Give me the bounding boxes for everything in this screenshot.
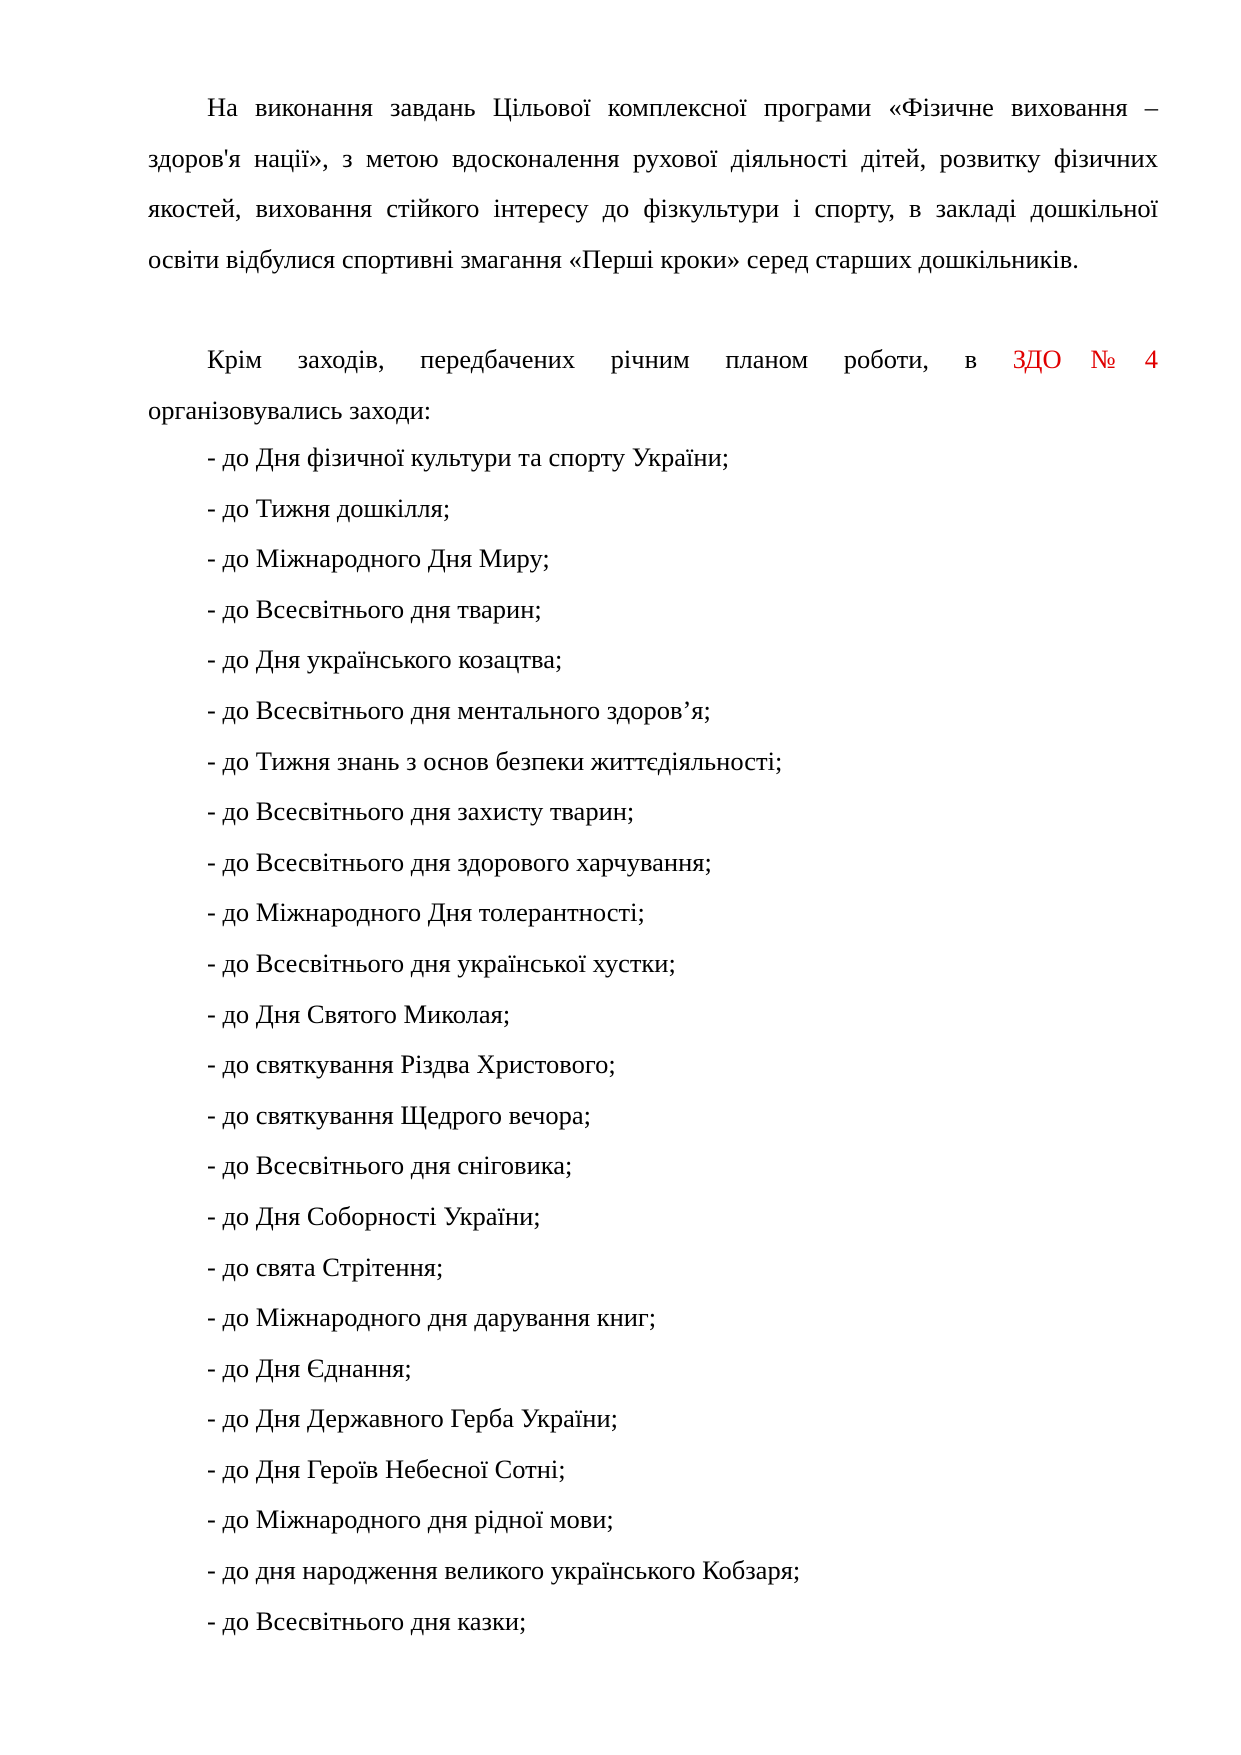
intro-paragraph: На виконання завдань Цільової комплексної програми «Фізичне виховання – здоров'я нації», з метою вдосконалення рухової діяльності дітей, розвитку фізичних якостей, виховання стійкого інтересу до фізкультури і спорту, в закладі дошкільної освіти відбулися спортивні змагання «Перші кроки» серед старших дошкільників.	[148, 92, 1158, 274]
list-item: - до Всесвітнього дня української хустки;	[207, 947, 676, 978]
list-item: - до Дня Святого Миколая;	[207, 998, 511, 1029]
events-intro-paragraph	[148, 334, 1158, 435]
list-item: - до Всесвітнього дня сніговика;	[207, 1150, 573, 1181]
list-item: - до Міжнародного Дня Миру;	[207, 543, 550, 574]
list-item: - до Всесвітнього дня тварин;	[207, 593, 542, 624]
list-item: - до Тижня знань з основ безпеки життєдіяльності;	[207, 745, 783, 776]
list-item: - до свята Стрітення;	[207, 1251, 444, 1282]
events-intro-continuation: організовувались заходи:	[148, 394, 432, 425]
list-item: - до Всесвітнього дня казки;	[207, 1605, 527, 1636]
list-item: - до дня народження великого українського Кобзаря;	[207, 1555, 801, 1586]
list-item: - до Дня Державного Герба України;	[207, 1403, 618, 1434]
list-item: - до Дня Героїв Небесної Сотні;	[207, 1453, 566, 1484]
list-item: - до Тижня дошкілля;	[207, 492, 451, 523]
list-item: - до святкування Різдва Христового;	[207, 1049, 616, 1080]
events-list	[207, 432, 800, 1646]
events-intro-line	[148, 334, 1158, 385]
institution-name-highlight: ЗДО№4	[1012, 344, 1159, 374]
list-item: - до святкування Щедрого вечора;	[207, 1099, 591, 1130]
list-item: - до Міжнародного дня дарування книг;	[207, 1302, 657, 1333]
list-item: - до Дня Єднання;	[207, 1352, 412, 1383]
list-item: - до Всесвітнього дня ментального здоров’я;	[207, 694, 711, 725]
list-item: - до Дня українського козацтва;	[207, 644, 563, 675]
list-item: - до Всесвітнього дня захисту тварин;	[207, 796, 635, 827]
list-item: - до Всесвітнього дня здорового харчування;	[207, 846, 712, 877]
list-item: - до Міжнародного Дня толерантності;	[207, 897, 645, 928]
list-item: - до Дня фізичної культури та спорту України;	[207, 442, 730, 472]
list-item: - до Дня Соборності України;	[207, 1200, 541, 1231]
events-intro-text: Крім заходів, передбачених річним планом роботи, в	[207, 344, 1013, 374]
list-item: - до Міжнародного дня рідної мови;	[207, 1504, 614, 1535]
